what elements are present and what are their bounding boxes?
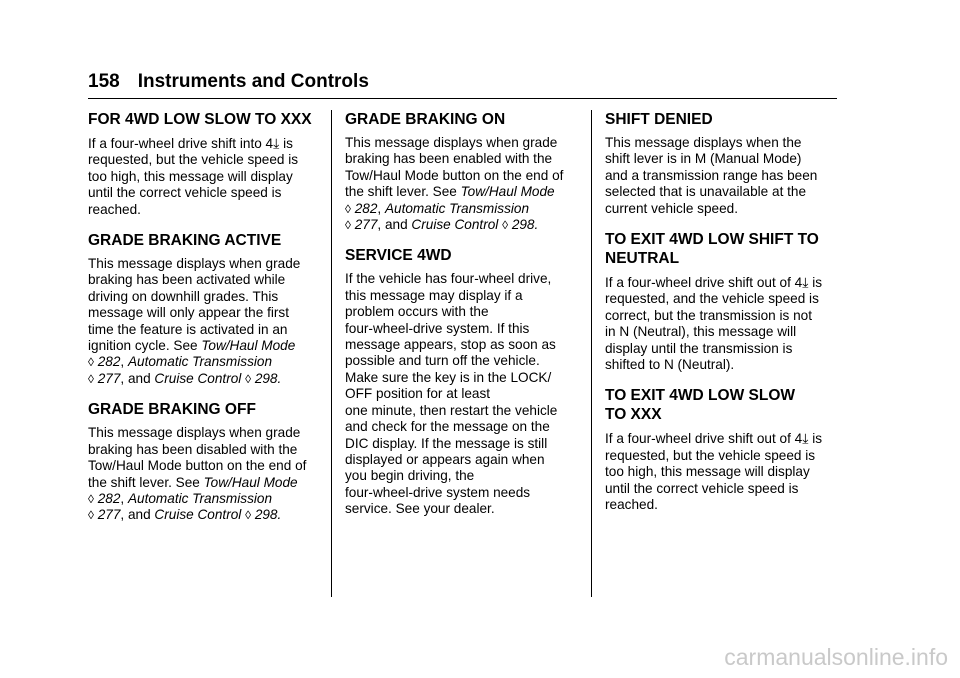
page-ref-icon: ◊ bbox=[502, 218, 509, 233]
page-ref-icon: ◊ bbox=[245, 371, 252, 386]
page-ref-icon: ◊ bbox=[88, 508, 94, 523]
body-exit-slow: If a four-wheel drive shift out of 4⤓ is requested, but the vehicle speed is too high, this message will display until the correct vehicle speed is reached. bbox=[605, 430, 823, 513]
link-tow-haul[interactable]: Tow/Haul Mode bbox=[460, 184, 555, 200]
body-service-4wd: If the vehicle has four-wheel drive, this message may display if a problem occurs with the four-wheel-drive system. If this message appears, stop as soon as possible and turn off the vehicle. Make sure the key is in the LOCK/ OFF position for at least one minute, then restart the vehicle and check for the message on the DIC display. If the message is still displayed or appears again when you begin driving, the four-wheel-drive system needs service. See your dealer. bbox=[345, 271, 558, 517]
link-cruise-control[interactable]: Cruise Control bbox=[154, 507, 242, 523]
watermark: carmanualsonline.info bbox=[724, 644, 948, 670]
four-low-arrow-icon: ⤓ bbox=[802, 274, 809, 291]
page-ref-icon: ◊ bbox=[88, 491, 94, 506]
page-ref-icon: ◊ bbox=[88, 371, 94, 386]
column-3 bbox=[605, 110, 837, 527]
page-ref-icon: ◊ bbox=[88, 355, 94, 370]
page-header bbox=[88, 71, 369, 93]
body-shift-denied: This message displays when the shift lever is in M (Manual Mode) and a transmission range has been selected that is unavailable at the current vehicle speed. bbox=[605, 135, 818, 216]
link-cruise-control[interactable]: Cruise Control bbox=[411, 217, 499, 233]
heading-exit-slow: TO EXIT 4WD LOW SLOW TO XXX bbox=[605, 387, 796, 424]
body-exit-neutral: If a four-wheel drive shift out of 4⤓ is requested, and the vehicle speed is correct, but the transmission is not in N (Neutral), this message will display until the transmission is shifted to N (Neutral). bbox=[605, 274, 823, 373]
page-ref-icon: ◊ bbox=[345, 201, 351, 216]
four-low-arrow-icon: ⤓ bbox=[273, 135, 280, 151]
body-grade-active: This message displays when grade braking has been activated while driving on downhill grades. This message will only appear the first time the feature is activated in an ignition cycle. See Tow/Haul Mode ◊ 282, Automatic Transmission ◊ 277, and Cruise Control ◊ 298. bbox=[88, 256, 301, 386]
page-number: 158 bbox=[88, 71, 120, 92]
page-ref-icon: ◊ bbox=[345, 218, 351, 233]
link-cruise-control[interactable]: Cruise Control bbox=[154, 370, 242, 386]
link-automatic-transmission[interactable]: Automatic Transmission bbox=[384, 200, 530, 216]
chapter-title: Instruments and Controls bbox=[137, 71, 369, 92]
link-tow-haul[interactable]: Tow/Haul Mode bbox=[201, 338, 296, 354]
heading-service-4wd: SERVICE 4WD bbox=[345, 247, 452, 265]
header-rule bbox=[88, 98, 837, 99]
heading-grade-off: GRADE BRAKING OFF bbox=[88, 401, 256, 419]
body-grade-off: This message displays when grade braking has been disabled with the Tow/Haul Mode button on the end of the shift lever. See Tow/Haul Mode ◊ 282, Automatic Transmission ◊ 277, and Cruise Control ◊ 298. bbox=[88, 425, 307, 523]
page-ref-icon: ◊ bbox=[245, 508, 252, 523]
column-2 bbox=[345, 110, 577, 531]
link-tow-haul[interactable]: Tow/Haul Mode bbox=[203, 474, 298, 490]
body-grade-on: This message displays when grade braking has been enabled with the Tow/Haul Mode button on the end of the shift lever. See Tow/Haul Mode ◊ 282, Automatic Transmission ◊ 277, and Cruise Control ◊ 298. bbox=[345, 135, 564, 233]
heading-grade-active: GRADE BRAKING ACTIVE bbox=[88, 232, 282, 250]
heading-low-slow: FOR 4WD LOW SLOW TO XXX bbox=[88, 111, 312, 128]
column-1 bbox=[88, 110, 320, 537]
link-automatic-transmission[interactable]: Automatic Transmission bbox=[127, 490, 273, 506]
link-automatic-transmission[interactable]: Automatic Transmission bbox=[127, 354, 273, 370]
body-low-slow: If a four-wheel drive shift into 4⤓ is requested, but the vehicle speed is too high, this message will display until the correct vehicle speed is reached. bbox=[88, 135, 299, 217]
column-divider-2 bbox=[591, 110, 592, 597]
four-low-arrow-icon: ⤓ bbox=[802, 430, 809, 447]
heading-shift-denied: SHIFT DENIED bbox=[605, 111, 713, 128]
column-divider-1 bbox=[331, 110, 332, 597]
heading-exit-neutral: TO EXIT 4WD LOW SHIFT TO NEUTRAL bbox=[605, 231, 819, 268]
heading-grade-on: GRADE BRAKING ON bbox=[345, 111, 506, 128]
